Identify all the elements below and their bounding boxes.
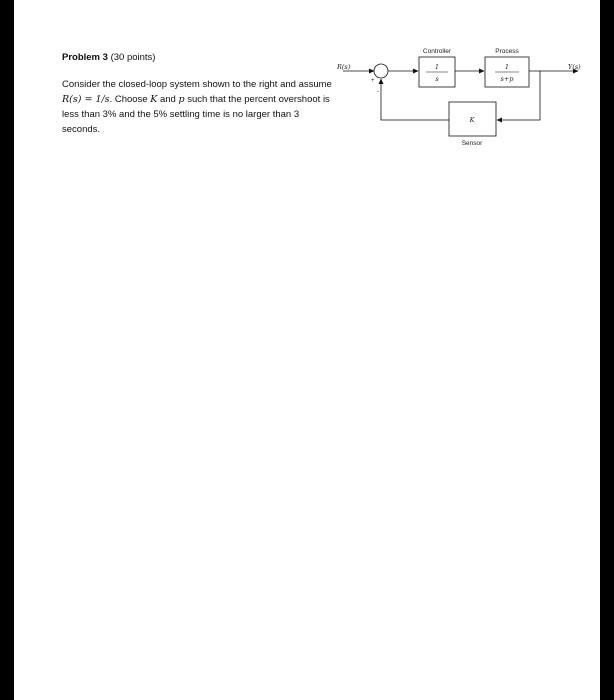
problem-points: (30 points) [110,52,156,63]
minus-sign: - [377,89,379,95]
plus-sign: + [371,78,375,84]
text-segment: such that the percent overshoot is less than 3% and the 5% settling time is no larger than 3 seconds. [62,94,330,135]
output-label: Y(s) [568,63,581,71]
math-p: p [178,94,185,105]
math-input-expression: R(s) = 1/s [62,94,110,105]
text-segment: and [157,94,179,105]
process-denominator: s+p [500,75,514,83]
sensor-title: Sensor [461,140,483,147]
controller-numerator: 1 [434,63,440,71]
summing-junction [374,64,388,78]
input-label: R(s) [337,63,351,71]
controller-title: Controller [422,48,452,55]
process-title: Process [495,48,519,55]
math-k: K [150,94,158,105]
process-numerator: 1 [504,63,510,71]
sensor-gain: K [469,116,475,124]
text-segment: Consider the closed-loop system shown to the right and assume [62,79,332,90]
problem-number: Problem 3 [62,52,108,63]
controller-denominator: s [435,75,439,83]
text-segment: . Choose [109,94,151,105]
